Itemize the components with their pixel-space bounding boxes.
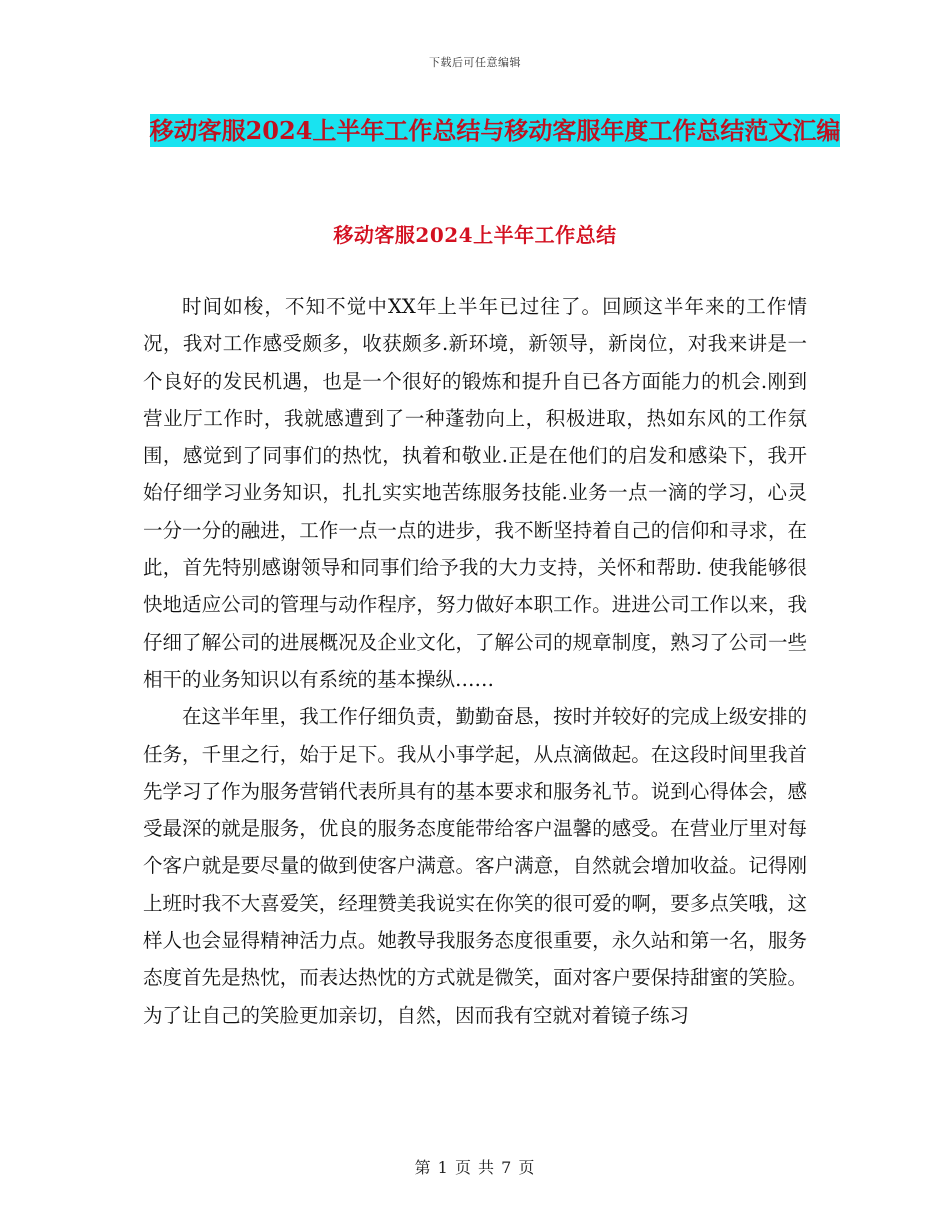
document-title-highlight: 移动客服2024上半年工作总结与移动客服年度工作总结范文汇编 <box>149 116 841 145</box>
page-number-footer: 第 1 页 共 7 页 <box>414 1158 536 1177</box>
header-note: 下载后可任意编辑 <box>429 56 521 69</box>
document-body <box>143 288 807 1034</box>
section-title: 移动客服2024上半年工作总结 <box>333 223 617 247</box>
body-paragraph: 时间如梭，不知不觉中XX年上半年已过往了。回顾这半年来的工作情况，我对工作感受颇多，收获颇多.新环境，新领导，新岗位，对我来讲是一个良好的发民机遇，也是一个很好的锻炼和提升自已各方面能力的机会.刚到营业厅工作时，我就感遭到了一种蓬勃向上，积极进取，热如东风的工作氛围，感觉到了同事们的热忱，执着和敬业.正是在他们的启发和感染下，我开始仔细学习业务知识，扎扎实实地苦练服务技能.业务一点一滴的学习，心灵一分一分的融进，工作一点一点的进步，我不断坚持着自己的信仰和寻求，在此，首先特别感谢领导和同事们给予我的大力支持，关怀和帮助. 使我能够很快地适应公司的管理与动作程序，努力做好本职工作。进进公司工作以来，我仔细了解公司的进展概况及企业文化，了解公司的规章制度，熟习了公司一些相干的业务知识以有系统的基本操纵…… <box>143 295 807 691</box>
body-paragraph: 在这半年里，我工作仔细负责，勤勤奋恳，按时并较好的完成上级安排的任务，千里之行，始于足下。我从小事学起，从点滴做起。在这段时间里我首先学习了作为服务营销代表所具有的基本要求和服务礼节。说到心得体会，感受最深的就是服务，优良的服务态度能带给客户温馨的感受。在营业厅里对每个客户就是要尽量的做到使客户满意。客户满意，自然就会增加收益。记得刚上班时我不大喜爱笑，经理赞美我说实在你笑的很可爱的啊，要多点笑哦，这样人也会显得精神活力点。她教导我服务态度很重要，永久站和第一名，服务态度首先是热忱，而表达热忱的方式就是微笑，面对客户要保持甜蜜的笑脸。为了让自己的笑脸更加亲切，自然，因而我有空就对着镜子练习 <box>143 705 807 1027</box>
document-title <box>140 108 850 154</box>
